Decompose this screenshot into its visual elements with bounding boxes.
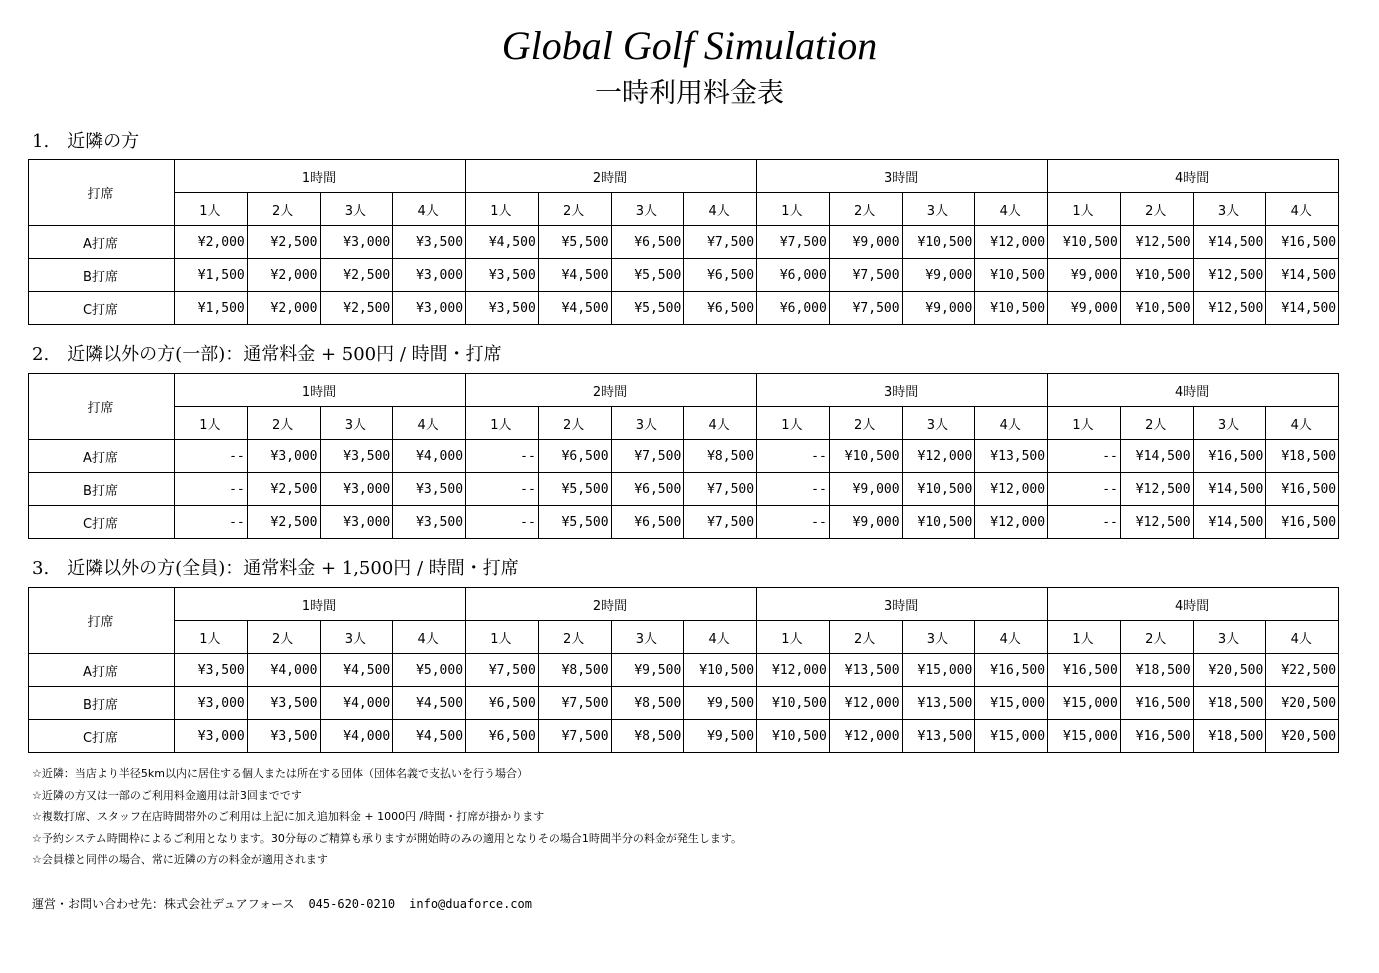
- table-row: [29, 259, 1339, 292]
- price-cell: ¥7,500: [757, 226, 830, 259]
- price-cell: ¥12,000: [757, 654, 830, 687]
- price-cell: --: [757, 473, 830, 506]
- price-cell: ¥10,500: [902, 506, 975, 539]
- price-cell: ¥18,500: [1120, 654, 1193, 687]
- price-cell: ¥3,500: [320, 440, 393, 473]
- price-cell: ¥12,000: [975, 506, 1048, 539]
- rate-table: [28, 587, 1339, 753]
- price-cell: ¥12,500: [1120, 506, 1193, 539]
- price-cell: ¥6,500: [466, 687, 539, 720]
- price-cell: ¥2,500: [247, 506, 320, 539]
- price-cell: ¥2,500: [320, 259, 393, 292]
- price-cell: ¥6,500: [466, 720, 539, 753]
- price-cell: ¥8,500: [684, 440, 757, 473]
- page-title: Global Golf Simulation: [501, 23, 878, 68]
- price-cell: ¥10,500: [902, 226, 975, 259]
- price-cell: --: [466, 473, 539, 506]
- page-subtitle: 一時利用料金表: [595, 78, 784, 109]
- price-cell: ¥16,500: [1048, 654, 1121, 687]
- price-cell: ¥2,500: [320, 292, 393, 325]
- table-row: [29, 473, 1339, 506]
- price-cell: ¥9,000: [829, 506, 902, 539]
- seat-label: C打席: [29, 506, 175, 539]
- price-cell: ¥15,000: [1048, 687, 1121, 720]
- price-cell: ¥5,500: [611, 292, 684, 325]
- people-header: 2人: [829, 407, 902, 440]
- seat-column-header: 打席: [29, 588, 175, 654]
- people-header: 1人: [757, 193, 830, 226]
- table-row: [29, 506, 1339, 539]
- price-cell: ¥6,500: [611, 226, 684, 259]
- people-header: 2人: [829, 621, 902, 654]
- price-cell: ¥4,000: [247, 654, 320, 687]
- price-cell: ¥4,000: [393, 440, 466, 473]
- price-cell: ¥16,500: [1120, 687, 1193, 720]
- price-cell: ¥20,500: [1193, 654, 1266, 687]
- price-cell: ¥12,000: [975, 473, 1048, 506]
- hour-header: 3時間: [757, 588, 1048, 621]
- price-cell: ¥15,000: [975, 720, 1048, 753]
- price-cell: ¥12,000: [975, 226, 1048, 259]
- price-cell: ¥2,000: [247, 259, 320, 292]
- hour-header-row: [29, 160, 1339, 193]
- price-cell: ¥8,500: [611, 687, 684, 720]
- price-cell: ¥3,500: [393, 226, 466, 259]
- price-cell: --: [466, 440, 539, 473]
- price-cell: --: [1048, 473, 1121, 506]
- people-header: 4人: [975, 193, 1048, 226]
- people-header: 2人: [538, 193, 611, 226]
- people-header: 3人: [1193, 621, 1266, 654]
- people-header: 4人: [1266, 407, 1339, 440]
- people-header-row: [29, 193, 1339, 226]
- price-cell: ¥5,500: [538, 473, 611, 506]
- price-cell: ¥12,000: [902, 440, 975, 473]
- price-cell: ¥7,500: [538, 687, 611, 720]
- price-cell: ¥2,500: [247, 226, 320, 259]
- price-cell: ¥4,500: [393, 687, 466, 720]
- price-cell: ¥7,500: [611, 440, 684, 473]
- price-cell: ¥7,500: [829, 259, 902, 292]
- people-header: 1人: [175, 621, 248, 654]
- table-row: [29, 226, 1339, 259]
- price-cell: ¥9,000: [829, 473, 902, 506]
- people-header: 4人: [684, 407, 757, 440]
- price-cell: ¥3,500: [175, 654, 248, 687]
- price-cell: ¥6,000: [757, 259, 830, 292]
- price-cell: ¥15,000: [975, 687, 1048, 720]
- people-header: 2人: [538, 621, 611, 654]
- people-header: 3人: [902, 621, 975, 654]
- price-cell: ¥3,000: [320, 473, 393, 506]
- people-header: 3人: [1193, 407, 1266, 440]
- seat-label: A打席: [29, 654, 175, 687]
- hour-header: 4時間: [1048, 374, 1339, 407]
- price-cell: ¥15,000: [1048, 720, 1121, 753]
- people-header: 4人: [393, 621, 466, 654]
- seat-column-header: 打席: [29, 374, 175, 440]
- people-header: 4人: [975, 407, 1048, 440]
- price-cell: ¥16,500: [1120, 720, 1193, 753]
- price-cell: --: [175, 440, 248, 473]
- price-cell: ¥7,500: [466, 654, 539, 687]
- hour-header-row: [29, 374, 1339, 407]
- people-header: 4人: [975, 621, 1048, 654]
- seat-label: B打席: [29, 259, 175, 292]
- price-cell: ¥14,500: [1193, 226, 1266, 259]
- price-cell: ¥10,500: [1120, 259, 1193, 292]
- price-cell: ¥8,500: [538, 654, 611, 687]
- contact-phone: 045-620-0210: [308, 897, 396, 911]
- price-cell: ¥10,500: [1048, 226, 1121, 259]
- price-cell: --: [466, 506, 539, 539]
- people-header: 3人: [902, 407, 975, 440]
- price-cell: ¥6,500: [611, 473, 684, 506]
- seat-label: C打席: [29, 720, 175, 753]
- hour-header: 2時間: [466, 374, 757, 407]
- price-cell: ¥4,000: [320, 687, 393, 720]
- price-cell: ¥3,500: [466, 292, 539, 325]
- people-header: 2人: [247, 193, 320, 226]
- people-header: 3人: [611, 621, 684, 654]
- people-header: 1人: [757, 621, 830, 654]
- seat-label: B打席: [29, 473, 175, 506]
- table-row: [29, 654, 1339, 687]
- people-header: 3人: [611, 407, 684, 440]
- people-header-row: [29, 407, 1339, 440]
- people-header: 4人: [1266, 193, 1339, 226]
- price-cell: ¥10,500: [757, 720, 830, 753]
- price-cell: ¥4,500: [393, 720, 466, 753]
- price-cell: ¥5,000: [393, 654, 466, 687]
- note-item: ☆会員様と同伴の場合、常に近隣の方の料金が適用されます: [32, 853, 328, 867]
- price-cell: ¥9,000: [902, 259, 975, 292]
- people-header: 4人: [393, 407, 466, 440]
- price-cell: ¥22,500: [1266, 654, 1339, 687]
- price-cell: --: [1048, 440, 1121, 473]
- table-row: [29, 292, 1339, 325]
- people-header: 1人: [466, 407, 539, 440]
- price-cell: ¥9,500: [684, 720, 757, 753]
- price-cell: ¥9,000: [1048, 259, 1121, 292]
- people-header: 3人: [611, 193, 684, 226]
- note-item: ☆予約システム時間枠によるご利用となります。30分毎のご精算も承りますが開始時のみの適用となりその場合1時間半分の料金が発生します。: [32, 831, 742, 845]
- people-header: 4人: [1266, 621, 1339, 654]
- price-cell: ¥5,500: [538, 506, 611, 539]
- price-cell: ¥3,000: [320, 506, 393, 539]
- price-cell: ¥2,500: [247, 473, 320, 506]
- price-cell: ¥6,500: [684, 259, 757, 292]
- section-heading: 1. 近隣の方: [32, 131, 140, 152]
- people-header: 2人: [1120, 407, 1193, 440]
- price-cell: ¥13,500: [829, 654, 902, 687]
- hour-header: 4時間: [1048, 160, 1339, 193]
- price-cell: ¥16,500: [1266, 473, 1339, 506]
- hour-header: 3時間: [757, 374, 1048, 407]
- people-header: 2人: [829, 193, 902, 226]
- people-header: 3人: [1193, 193, 1266, 226]
- people-header: 3人: [320, 407, 393, 440]
- people-header: 3人: [902, 193, 975, 226]
- price-cell: ¥10,500: [684, 654, 757, 687]
- price-cell: ¥4,500: [320, 654, 393, 687]
- price-cell: --: [757, 440, 830, 473]
- price-cell: ¥13,500: [902, 687, 975, 720]
- contact-line: [32, 895, 532, 912]
- hour-header: 2時間: [466, 160, 757, 193]
- people-header: 4人: [393, 193, 466, 226]
- price-cell: ¥3,500: [466, 259, 539, 292]
- price-cell: ¥3,000: [247, 440, 320, 473]
- price-cell: ¥4,500: [538, 292, 611, 325]
- price-cell: ¥7,500: [538, 720, 611, 753]
- people-header: 2人: [538, 407, 611, 440]
- price-cell: ¥12,500: [1120, 473, 1193, 506]
- price-cell: ¥12,000: [829, 687, 902, 720]
- people-header: 1人: [466, 193, 539, 226]
- price-cell: ¥10,500: [975, 292, 1048, 325]
- price-cell: ¥14,500: [1266, 292, 1339, 325]
- price-cell: ¥3,000: [320, 226, 393, 259]
- hour-header: 2時間: [466, 588, 757, 621]
- people-header: 4人: [684, 621, 757, 654]
- price-cell: --: [757, 506, 830, 539]
- price-cell: ¥12,500: [1193, 292, 1266, 325]
- hour-header-row: [29, 588, 1339, 621]
- price-cell: ¥14,500: [1193, 473, 1266, 506]
- price-cell: --: [175, 506, 248, 539]
- table-row: [29, 440, 1339, 473]
- price-cell: ¥9,500: [684, 687, 757, 720]
- price-cell: ¥8,500: [611, 720, 684, 753]
- table-row: [29, 687, 1339, 720]
- price-cell: ¥12,000: [829, 720, 902, 753]
- price-cell: ¥20,500: [1266, 720, 1339, 753]
- price-cell: ¥7,500: [684, 506, 757, 539]
- people-header: 1人: [175, 193, 248, 226]
- people-header-row: [29, 621, 1339, 654]
- people-header: 2人: [1120, 193, 1193, 226]
- people-header: 1人: [466, 621, 539, 654]
- people-header: 2人: [1120, 621, 1193, 654]
- hour-header: 1時間: [175, 374, 466, 407]
- people-header: 1人: [175, 407, 248, 440]
- hour-header: 1時間: [175, 588, 466, 621]
- price-cell: ¥20,500: [1266, 687, 1339, 720]
- price-cell: ¥3,500: [393, 506, 466, 539]
- price-cell: ¥2,000: [247, 292, 320, 325]
- contact-label: 運営・お問い合わせ先：株式会社デュアフォース: [32, 897, 295, 911]
- price-cell: --: [175, 473, 248, 506]
- people-header: 2人: [247, 407, 320, 440]
- price-cell: ¥3,500: [247, 687, 320, 720]
- price-cell: ¥16,500: [1193, 440, 1266, 473]
- price-cell: ¥7,500: [684, 473, 757, 506]
- note-item: ☆近隣：当店より半径5km以内に居住する個人または所在する団体（団体名義で支払いを行う場合）: [32, 767, 528, 780]
- price-cell: ¥5,500: [538, 226, 611, 259]
- price-cell: ¥14,500: [1266, 259, 1339, 292]
- rate-table: [28, 159, 1339, 325]
- section-heading: 2. 近隣以外の方(一部)：通常料金 + 500円 / 時間・打席: [32, 344, 502, 365]
- people-header: 4人: [684, 193, 757, 226]
- price-cell: ¥15,000: [902, 654, 975, 687]
- people-header: 3人: [320, 193, 393, 226]
- price-cell: ¥9,000: [829, 226, 902, 259]
- price-cell: ¥14,500: [1120, 440, 1193, 473]
- price-cell: ¥10,500: [829, 440, 902, 473]
- people-header: 1人: [1048, 407, 1121, 440]
- price-cell: ¥5,500: [611, 259, 684, 292]
- price-cell: ¥12,500: [1193, 259, 1266, 292]
- price-cell: ¥7,500: [829, 292, 902, 325]
- rate-table: [28, 373, 1339, 539]
- price-cell: ¥10,500: [975, 259, 1048, 292]
- people-header: 2人: [247, 621, 320, 654]
- hour-header: 3時間: [757, 160, 1048, 193]
- price-cell: ¥16,500: [1266, 226, 1339, 259]
- note-item: ☆複数打席、スタッフ在店時間帯外のご利用は上記に加え追加料金 + 1000円 /時間・打席が掛かります: [32, 810, 545, 824]
- note-item: ☆近隣の方又は一部のご利用料金適用は計3回までです: [32, 788, 302, 802]
- price-cell: ¥10,500: [902, 473, 975, 506]
- price-cell: ¥3,000: [393, 292, 466, 325]
- price-cell: ¥4,000: [320, 720, 393, 753]
- people-header: 1人: [757, 407, 830, 440]
- price-cell: ¥3,000: [175, 687, 248, 720]
- people-header: 1人: [1048, 193, 1121, 226]
- price-cell: ¥3,500: [393, 473, 466, 506]
- price-cell: ¥10,500: [757, 687, 830, 720]
- contact-email: info@duaforce.com: [409, 897, 532, 911]
- price-cell: ¥18,500: [1266, 440, 1339, 473]
- price-cell: ¥1,500: [175, 292, 248, 325]
- section-heading: 3. 近隣以外の方(全員)：通常料金 + 1,500円 / 時間・打席: [32, 558, 519, 579]
- price-cell: ¥18,500: [1193, 720, 1266, 753]
- price-cell: ¥9,000: [1048, 292, 1121, 325]
- price-cell: ¥4,500: [538, 259, 611, 292]
- price-cell: ¥4,500: [466, 226, 539, 259]
- price-cell: ¥16,500: [975, 654, 1048, 687]
- price-cell: ¥14,500: [1193, 506, 1266, 539]
- seat-label: A打席: [29, 226, 175, 259]
- price-cell: ¥16,500: [1266, 506, 1339, 539]
- price-cell: ¥9,000: [902, 292, 975, 325]
- table-row: [29, 720, 1339, 753]
- price-cell: ¥2,000: [175, 226, 248, 259]
- price-cell: ¥13,500: [975, 440, 1048, 473]
- price-cell: ¥12,500: [1120, 226, 1193, 259]
- price-cell: ¥6,000: [757, 292, 830, 325]
- price-cell: ¥18,500: [1193, 687, 1266, 720]
- price-cell: ¥3,000: [393, 259, 466, 292]
- hour-header: 4時間: [1048, 588, 1339, 621]
- notes-list: [32, 763, 742, 871]
- people-header: 1人: [1048, 621, 1121, 654]
- price-cell: ¥9,500: [611, 654, 684, 687]
- price-cell: ¥1,500: [175, 259, 248, 292]
- price-cell: ¥13,500: [902, 720, 975, 753]
- price-cell: ¥6,500: [538, 440, 611, 473]
- seat-label: C打席: [29, 292, 175, 325]
- price-cell: ¥3,000: [175, 720, 248, 753]
- price-cell: ¥6,500: [611, 506, 684, 539]
- seat-label: B打席: [29, 687, 175, 720]
- price-cell: ¥10,500: [1120, 292, 1193, 325]
- price-cell: ¥7,500: [684, 226, 757, 259]
- hour-header: 1時間: [175, 160, 466, 193]
- seat-column-header: 打席: [29, 160, 175, 226]
- price-cell: --: [1048, 506, 1121, 539]
- seat-label: A打席: [29, 440, 175, 473]
- price-cell: ¥6,500: [684, 292, 757, 325]
- price-cell: ¥3,500: [247, 720, 320, 753]
- people-header: 3人: [320, 621, 393, 654]
